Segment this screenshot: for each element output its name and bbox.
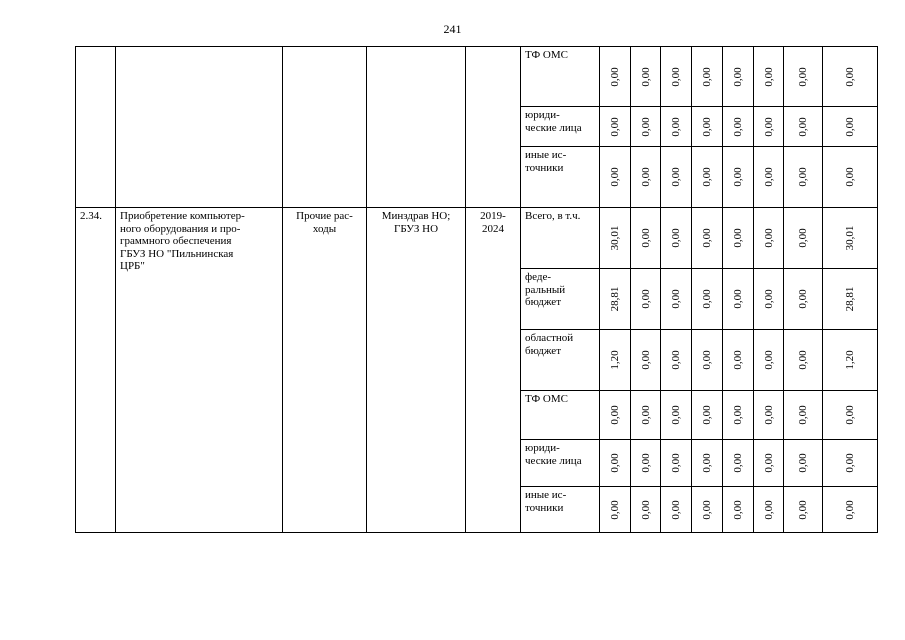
amount-cell <box>661 47 692 107</box>
amount-value: 0,00 <box>669 66 682 87</box>
amount-value: 0,00 <box>731 405 744 425</box>
amount-value: 0,00 <box>639 289 652 309</box>
amount-value: 0,00 <box>796 66 809 87</box>
amount-value: 0,00 <box>669 453 682 473</box>
amount-value: 0,00 <box>639 405 652 425</box>
amount-value: 0,00 <box>796 289 809 309</box>
amount-cell <box>600 208 631 269</box>
amount-value: 0,00 <box>608 405 621 425</box>
amount-value: 0,00 <box>700 116 713 137</box>
amount-value: 0,00 <box>762 350 775 370</box>
amount-cell <box>631 47 661 107</box>
amount-cell <box>692 107 723 147</box>
expense-type-cell <box>283 47 367 208</box>
amount-value: 0,00 <box>639 453 652 473</box>
amount-value: 0,00 <box>731 453 744 473</box>
funding-source-cell <box>521 47 600 107</box>
amount-value: 0,00 <box>796 350 809 370</box>
amount-cell <box>692 269 723 330</box>
funding-source-cell-text: иные ис- точники <box>525 149 567 174</box>
amount-cell <box>631 147 661 208</box>
amount-value: 0,00 <box>796 405 809 425</box>
amount-cell <box>784 440 823 487</box>
amount-value: 0,00 <box>796 228 809 248</box>
amount-cell <box>631 440 661 487</box>
amount-value: 0,00 <box>762 499 775 520</box>
amount-value: 0,00 <box>639 350 652 370</box>
amount-cell <box>692 208 723 269</box>
amount-value: 0,00 <box>700 405 713 425</box>
amount-value: 0,00 <box>843 116 856 137</box>
amount-value: 0,00 <box>762 66 775 87</box>
amount-value: 0,00 <box>762 453 775 473</box>
amount-value: 0,00 <box>796 453 809 473</box>
amount-cell <box>754 208 784 269</box>
amount-cell <box>823 487 878 533</box>
expense-type-cell-text: Прочие рас- ходы <box>296 210 353 235</box>
amount-value: 0,00 <box>669 405 682 425</box>
amount-value: 28,81 <box>843 286 856 312</box>
amount-cell <box>754 440 784 487</box>
executor-cell <box>367 47 466 208</box>
funding-source-cell <box>521 208 600 269</box>
amount-cell <box>692 147 723 208</box>
amount-cell <box>661 487 692 533</box>
amount-value: 0,00 <box>843 167 856 187</box>
amount-value: 30,01 <box>843 225 856 251</box>
amount-cell <box>784 208 823 269</box>
amount-cell <box>823 269 878 330</box>
amount-value: 0,00 <box>796 167 809 187</box>
amount-cell <box>600 440 631 487</box>
funding-source-cell-text: юриди- ческие лица <box>525 109 582 134</box>
amount-cell <box>692 391 723 440</box>
funding-source-cell-text: иные ис- точники <box>525 489 567 514</box>
amount-cell <box>723 208 754 269</box>
item-number-cell-text <box>76 47 115 49</box>
amount-cell <box>661 391 692 440</box>
funding-source-cell <box>521 391 600 440</box>
amount-value: 0,00 <box>796 116 809 137</box>
amount-cell <box>661 330 692 391</box>
amount-value: 0,00 <box>731 167 744 187</box>
amount-value: 0,00 <box>608 167 621 187</box>
item-name-cell <box>116 47 283 208</box>
amount-cell <box>754 107 784 147</box>
amount-cell <box>661 208 692 269</box>
amount-cell <box>823 147 878 208</box>
table-row <box>76 208 878 269</box>
amount-value: 0,00 <box>731 499 744 520</box>
amount-cell <box>823 208 878 269</box>
expense-type-cell <box>283 208 367 533</box>
amount-cell <box>661 269 692 330</box>
amount-cell <box>692 47 723 107</box>
amount-cell <box>823 330 878 391</box>
amount-cell <box>600 147 631 208</box>
amount-cell <box>723 269 754 330</box>
funding-source-cell-text: Всего, в т.ч. <box>525 210 581 222</box>
amount-value: 0,00 <box>731 116 744 137</box>
amount-cell <box>754 269 784 330</box>
amount-value: 0,00 <box>843 405 856 425</box>
funding-source-cell <box>521 107 600 147</box>
amount-cell <box>723 330 754 391</box>
amount-cell <box>631 487 661 533</box>
amount-cell <box>754 47 784 107</box>
amount-value: 0,00 <box>700 289 713 309</box>
amount-cell <box>754 147 784 208</box>
amount-cell <box>600 391 631 440</box>
amount-value: 1,20 <box>608 350 621 370</box>
amount-cell <box>723 440 754 487</box>
funding-source-cell <box>521 330 600 391</box>
amount-cell <box>823 440 878 487</box>
amount-value: 0,00 <box>762 228 775 248</box>
amount-cell <box>784 330 823 391</box>
amount-cell <box>631 330 661 391</box>
funding-source-cell <box>521 147 600 208</box>
amount-cell <box>661 440 692 487</box>
period-cell-text: 2019- 2024 <box>480 210 506 235</box>
amount-value: 0,00 <box>639 228 652 248</box>
amount-value: 0,00 <box>731 289 744 309</box>
amount-value: 0,00 <box>639 167 652 187</box>
amount-value: 0,00 <box>843 66 856 87</box>
period-cell-text <box>466 47 520 49</box>
amount-value: 0,00 <box>762 167 775 187</box>
amount-cell <box>784 391 823 440</box>
amount-cell <box>754 487 784 533</box>
amount-cell <box>692 440 723 487</box>
amount-cell <box>600 47 631 107</box>
item-name-cell-text: Приобретение компьютер- ного оборудования и про- граммного обеспечения ГБУЗ НО "Пильнинская ЦРБ" <box>120 210 245 272</box>
amount-value: 0,00 <box>608 66 621 87</box>
amount-cell <box>600 487 631 533</box>
item-name-cell-text <box>116 47 282 49</box>
amount-cell <box>631 269 661 330</box>
amount-cell <box>784 107 823 147</box>
period-cell <box>466 47 521 208</box>
amount-cell <box>754 391 784 440</box>
funding-source-cell-text: ТФ ОМС <box>525 393 568 405</box>
amount-cell <box>600 269 631 330</box>
executor-cell <box>367 208 466 533</box>
amount-cell <box>784 147 823 208</box>
amount-value: 30,01 <box>608 225 621 251</box>
amount-cell <box>600 107 631 147</box>
amount-cell <box>631 391 661 440</box>
amount-cell <box>723 487 754 533</box>
executor-cell-text: Минздрав НО; ГБУЗ НО <box>381 210 451 235</box>
funding-source-cell <box>521 269 600 330</box>
amount-cell <box>661 147 692 208</box>
amount-value: 0,00 <box>700 499 713 520</box>
amount-cell <box>784 269 823 330</box>
amount-value: 0,00 <box>669 350 682 370</box>
amount-value: 0,00 <box>639 66 652 87</box>
table-body <box>76 47 878 533</box>
amount-value: 0,00 <box>608 499 621 520</box>
budget-table <box>75 46 878 533</box>
funding-source-cell-text: областной бюджет <box>525 332 574 357</box>
amount-value: 0,00 <box>731 228 744 248</box>
funding-source-cell-text: феде- ральный бюджет <box>525 271 566 308</box>
amount-value: 0,00 <box>762 405 775 425</box>
amount-cell <box>692 487 723 533</box>
amount-value: 0,00 <box>639 499 652 520</box>
amount-value: 0,00 <box>762 116 775 137</box>
amount-value: 0,00 <box>796 499 809 520</box>
amount-value: 1,20 <box>843 350 856 370</box>
amount-value: 28,81 <box>608 286 621 312</box>
amount-value: 0,00 <box>700 228 713 248</box>
item-name-cell <box>116 208 283 533</box>
amount-cell <box>823 107 878 147</box>
amount-value: 0,00 <box>700 66 713 87</box>
table-row <box>76 47 878 107</box>
amount-value: 0,00 <box>731 66 744 87</box>
amount-cell <box>784 47 823 107</box>
amount-value: 0,00 <box>608 453 621 473</box>
amount-cell <box>631 208 661 269</box>
amount-cell <box>723 47 754 107</box>
amount-cell <box>754 330 784 391</box>
amount-value: 0,00 <box>700 167 713 187</box>
funding-source-cell-text: ТФ ОМС <box>525 49 568 61</box>
amount-cell <box>600 330 631 391</box>
executor-cell-text <box>367 47 465 49</box>
amount-cell <box>723 391 754 440</box>
amount-cell <box>823 391 878 440</box>
amount-value: 0,00 <box>731 350 744 370</box>
item-number-cell-text: 2.34. <box>80 210 102 222</box>
amount-cell <box>723 107 754 147</box>
amount-cell <box>661 107 692 147</box>
amount-value: 0,00 <box>843 453 856 473</box>
funding-source-cell <box>521 440 600 487</box>
amount-cell <box>692 330 723 391</box>
amount-value: 0,00 <box>762 289 775 309</box>
amount-value: 0,00 <box>608 116 621 137</box>
expense-type-cell-text <box>283 47 366 49</box>
period-cell <box>466 208 521 533</box>
funding-source-cell-text: юриди- ческие лица <box>525 442 582 467</box>
item-number-cell <box>76 47 116 208</box>
funding-source-cell <box>521 487 600 533</box>
amount-value: 0,00 <box>843 499 856 520</box>
amount-value: 0,00 <box>669 167 682 187</box>
page-number: 241 <box>443 22 462 36</box>
amount-cell <box>631 107 661 147</box>
item-number-cell <box>76 208 116 533</box>
amount-value: 0,00 <box>669 289 682 309</box>
amount-value: 0,00 <box>700 453 713 473</box>
amount-cell <box>784 487 823 533</box>
amount-value: 0,00 <box>700 350 713 370</box>
amount-value: 0,00 <box>669 499 682 520</box>
amount-value: 0,00 <box>669 116 682 137</box>
amount-cell <box>823 47 878 107</box>
amount-cell <box>723 147 754 208</box>
amount-value: 0,00 <box>639 116 652 137</box>
amount-value: 0,00 <box>669 228 682 248</box>
